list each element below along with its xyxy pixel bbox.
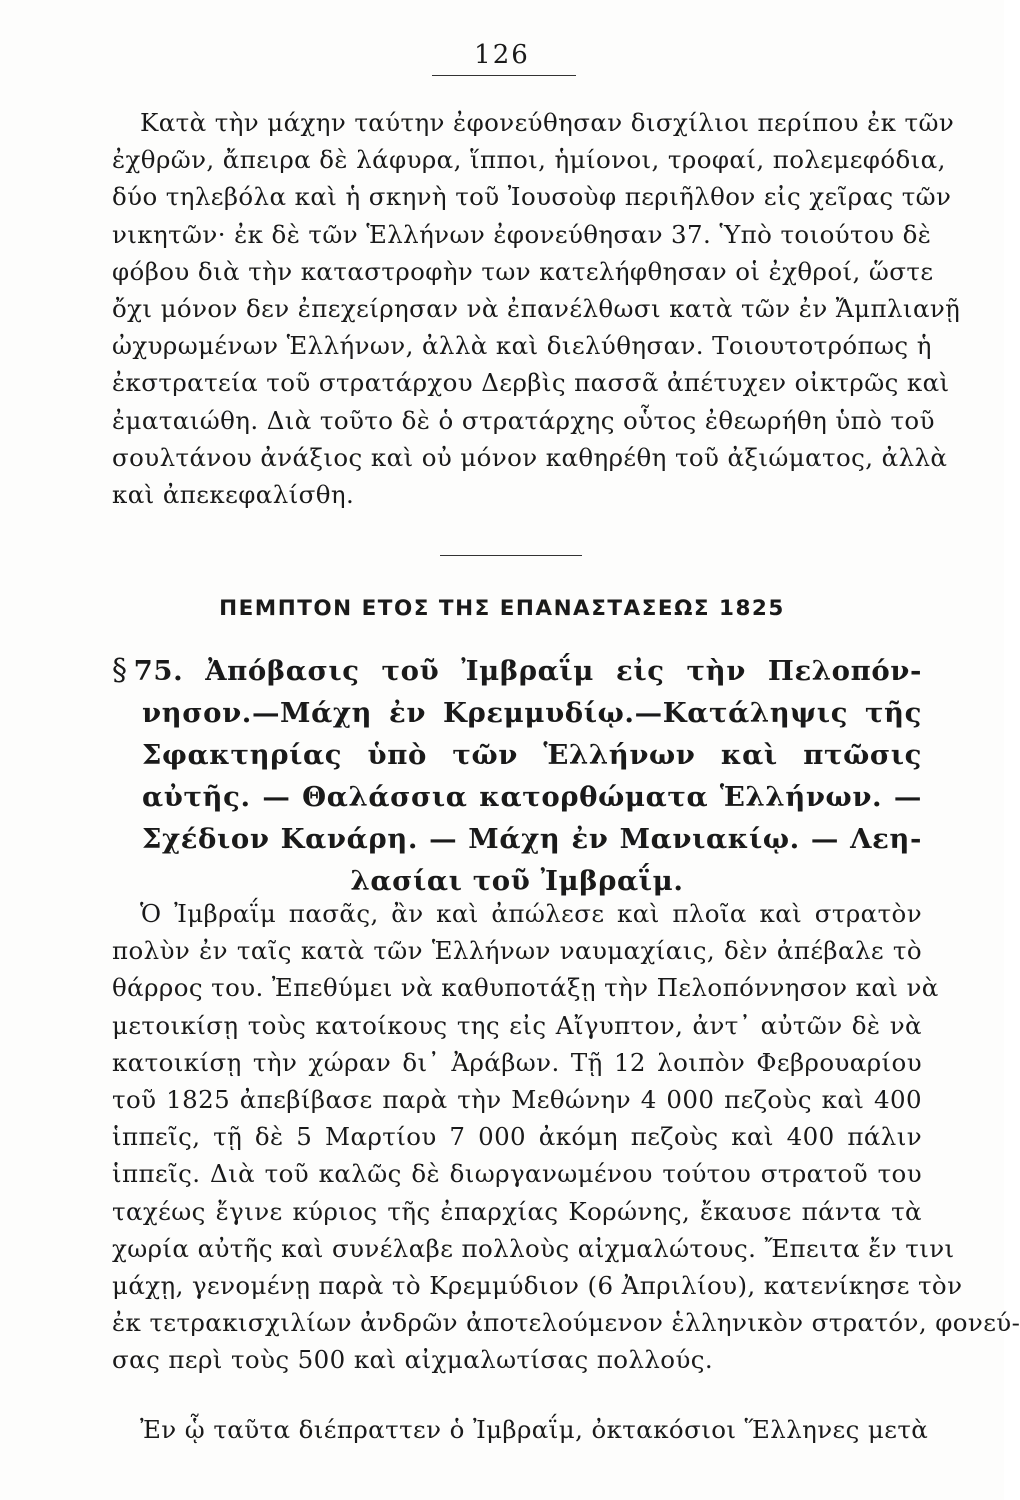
text-line: πολὺν ἐν ταῖς κατὰ τῶν Ἑλλήνων ναυμαχίαις, δὲν ἀπέβαλε τὸ xyxy=(112,936,922,966)
heading-line: λασίαι τοῦ Ἰμβραΐμ. xyxy=(350,865,684,897)
text-line: μετοικίσῃ τοὺς κατοίκους της εἰς Αἴγυπτον, ἀντ᾽ αὐτῶν δὲ νὰ xyxy=(112,1010,922,1040)
chapter-heading xyxy=(112,650,922,902)
text-line: φόβου διὰ τὴν καταστροφὴν των κατελήφθησαν οἱ ἐχθροί, ὥστε xyxy=(112,256,934,286)
section-title: ΠΕΜΠΤΟΝ ΕΤΟΣ ΤΗΣ ΕΠΑΝΑΣΤΑΣΕΩΣ 1825 xyxy=(219,596,785,621)
text-line: ταχέως ἔγινε κύριος τῆς ἐπαρχίας Κορώνης, ἔκαυσε πάντα τὰ xyxy=(112,1196,922,1226)
text-line: ἱππεῖς. Διὰ τοῦ καλῶς δὲ διωργανωμένου τούτου στρατοῦ του xyxy=(112,1159,922,1189)
text-line: δύο τηλεβόλα καὶ ἡ σκηνὴ τοῦ Ἰουσοὺφ περιῆλθον εἰς χεῖρας τῶν xyxy=(112,182,952,212)
paragraph-2 xyxy=(112,895,1020,1379)
text-line: κατοικίσῃ τὴν χώραν δι᾽ Ἀράβων. Τῇ 12 λοιπὸν Φεβρουαρίου xyxy=(112,1047,922,1077)
text-line: ἐματαιώθη. Διὰ τοῦτο δὲ ὁ στρατάρχης οὗτος ἐθεωρήθη ὑπὸ τοῦ xyxy=(112,405,935,435)
text-line: καὶ ἀπεκεφαλίσθη. xyxy=(112,480,355,510)
text-line: Ἐν ᾧ ταῦτα διέπραττεν ὁ Ἰμβραΐμ, ὀκτακόσιοι Ἕλληνες μετὰ xyxy=(140,1415,929,1444)
text-line: Κατὰ τὴν μάχην ταύτην ἐφονεύθησαν δισχίλιοι περίπου ἐκ τῶν xyxy=(140,108,955,137)
heading-line: Σχέδιον Κανάρη. — Μάχη ἐν Μανιακίῳ. — Λεη- xyxy=(142,823,922,855)
text-line: νικητῶν· ἐκ δὲ τῶν Ἑλλήνων ἐφονεύθησαν 37. Ὑπὸ τοιούτου δὲ xyxy=(112,219,932,249)
heading-line: νησον.—Μάχη ἐν Κρεμμυδίῳ.—Κατάληψις τῆς xyxy=(142,697,922,729)
paragraph-1 xyxy=(112,104,961,513)
text-line: ἐκ τετρακισχιλίων ἀνδρῶν ἀποτελούμενον ἑλληνικὸν στρατόν, φονεύ- xyxy=(112,1308,1020,1338)
section-mark: § xyxy=(112,653,128,688)
heading-line: αὐτῆς. — Θαλάσσια κατορθώματα Ἑλλήνων. — xyxy=(142,781,922,813)
page-number: 126 xyxy=(474,40,530,70)
top-rule xyxy=(432,75,576,76)
heading-line: Σφακτηρίας ὑπὸ τῶν Ἑλλήνων καὶ πτῶσις xyxy=(142,739,922,771)
text-line: σουλτάνου ἀνάξιος καὶ οὐ μόνον καθηρέθη τοῦ ἀξιώματος, ἀλλὰ xyxy=(112,442,948,472)
text-line: ἐκστρατεία τοῦ στρατάρχου Δερβὶς πασσᾶ ἀπέτυχεν οἰκτρῶς καὶ xyxy=(112,368,950,398)
text-line: ὠχυρωμένων Ἑλλήνων, ἀλλὰ καὶ διελύθησαν. Τοιουτοτρόπως ἡ xyxy=(112,331,932,361)
text-line: Ὁ Ἰμβραΐμ πασᾶς, ἂν καὶ ἀπώλεσε καὶ πλοῖα καὶ στρατὸν xyxy=(140,899,922,928)
text-line: ἱππεῖς, τῇ δὲ 5 Μαρτίου 7 000 ἀκόμη πεζοὺς καὶ 400 πάλιν xyxy=(112,1122,922,1152)
heading-line xyxy=(112,650,922,692)
text-line: σας περὶ τοὺς 500 καὶ αἰχμαλωτίσας πολλούς. xyxy=(112,1345,714,1375)
paragraph-3 xyxy=(112,1411,929,1448)
text-line: ὄχι μόνον δεν ἐπεχείρησαν νὰ ἐπανέλθωσι κατὰ τῶν ἐν Ἄμπλιανῇ xyxy=(112,294,961,324)
text-line: ἐχθρῶν, ἄπειρα δὲ λάφυρα, ἵπποι, ἡμίονοι, τροφαί, πολεμεφόδια, xyxy=(112,145,946,175)
heading-line-text: 75. Ἀπόβασις τοῦ Ἰμβραΐμ εἰς τὴν Πελοπόν- xyxy=(133,655,922,687)
text-line: μάχῃ, γενομένῃ παρὰ τὸ Κρεμμύδιον (6 Ἀπριλίου), κατενίκησε τὸν xyxy=(112,1271,963,1301)
section-divider-rule xyxy=(440,555,582,556)
text-line: χωρία αὐτῆς καὶ συνέλαβε πολλοὺς αἰχμαλώτους. Ἔπειτα ἔν τινι xyxy=(112,1233,955,1263)
text-line: τοῦ 1825 ἀπεβίβασε παρὰ τὴν Μεθώνην 4 000 πεζοὺς καὶ 400 xyxy=(112,1085,922,1115)
text-line: θάρρος του. Ἐπεθύμει νὰ καθυποτάξῃ τὴν Πελοπόννησον καὶ νὰ xyxy=(112,973,939,1003)
